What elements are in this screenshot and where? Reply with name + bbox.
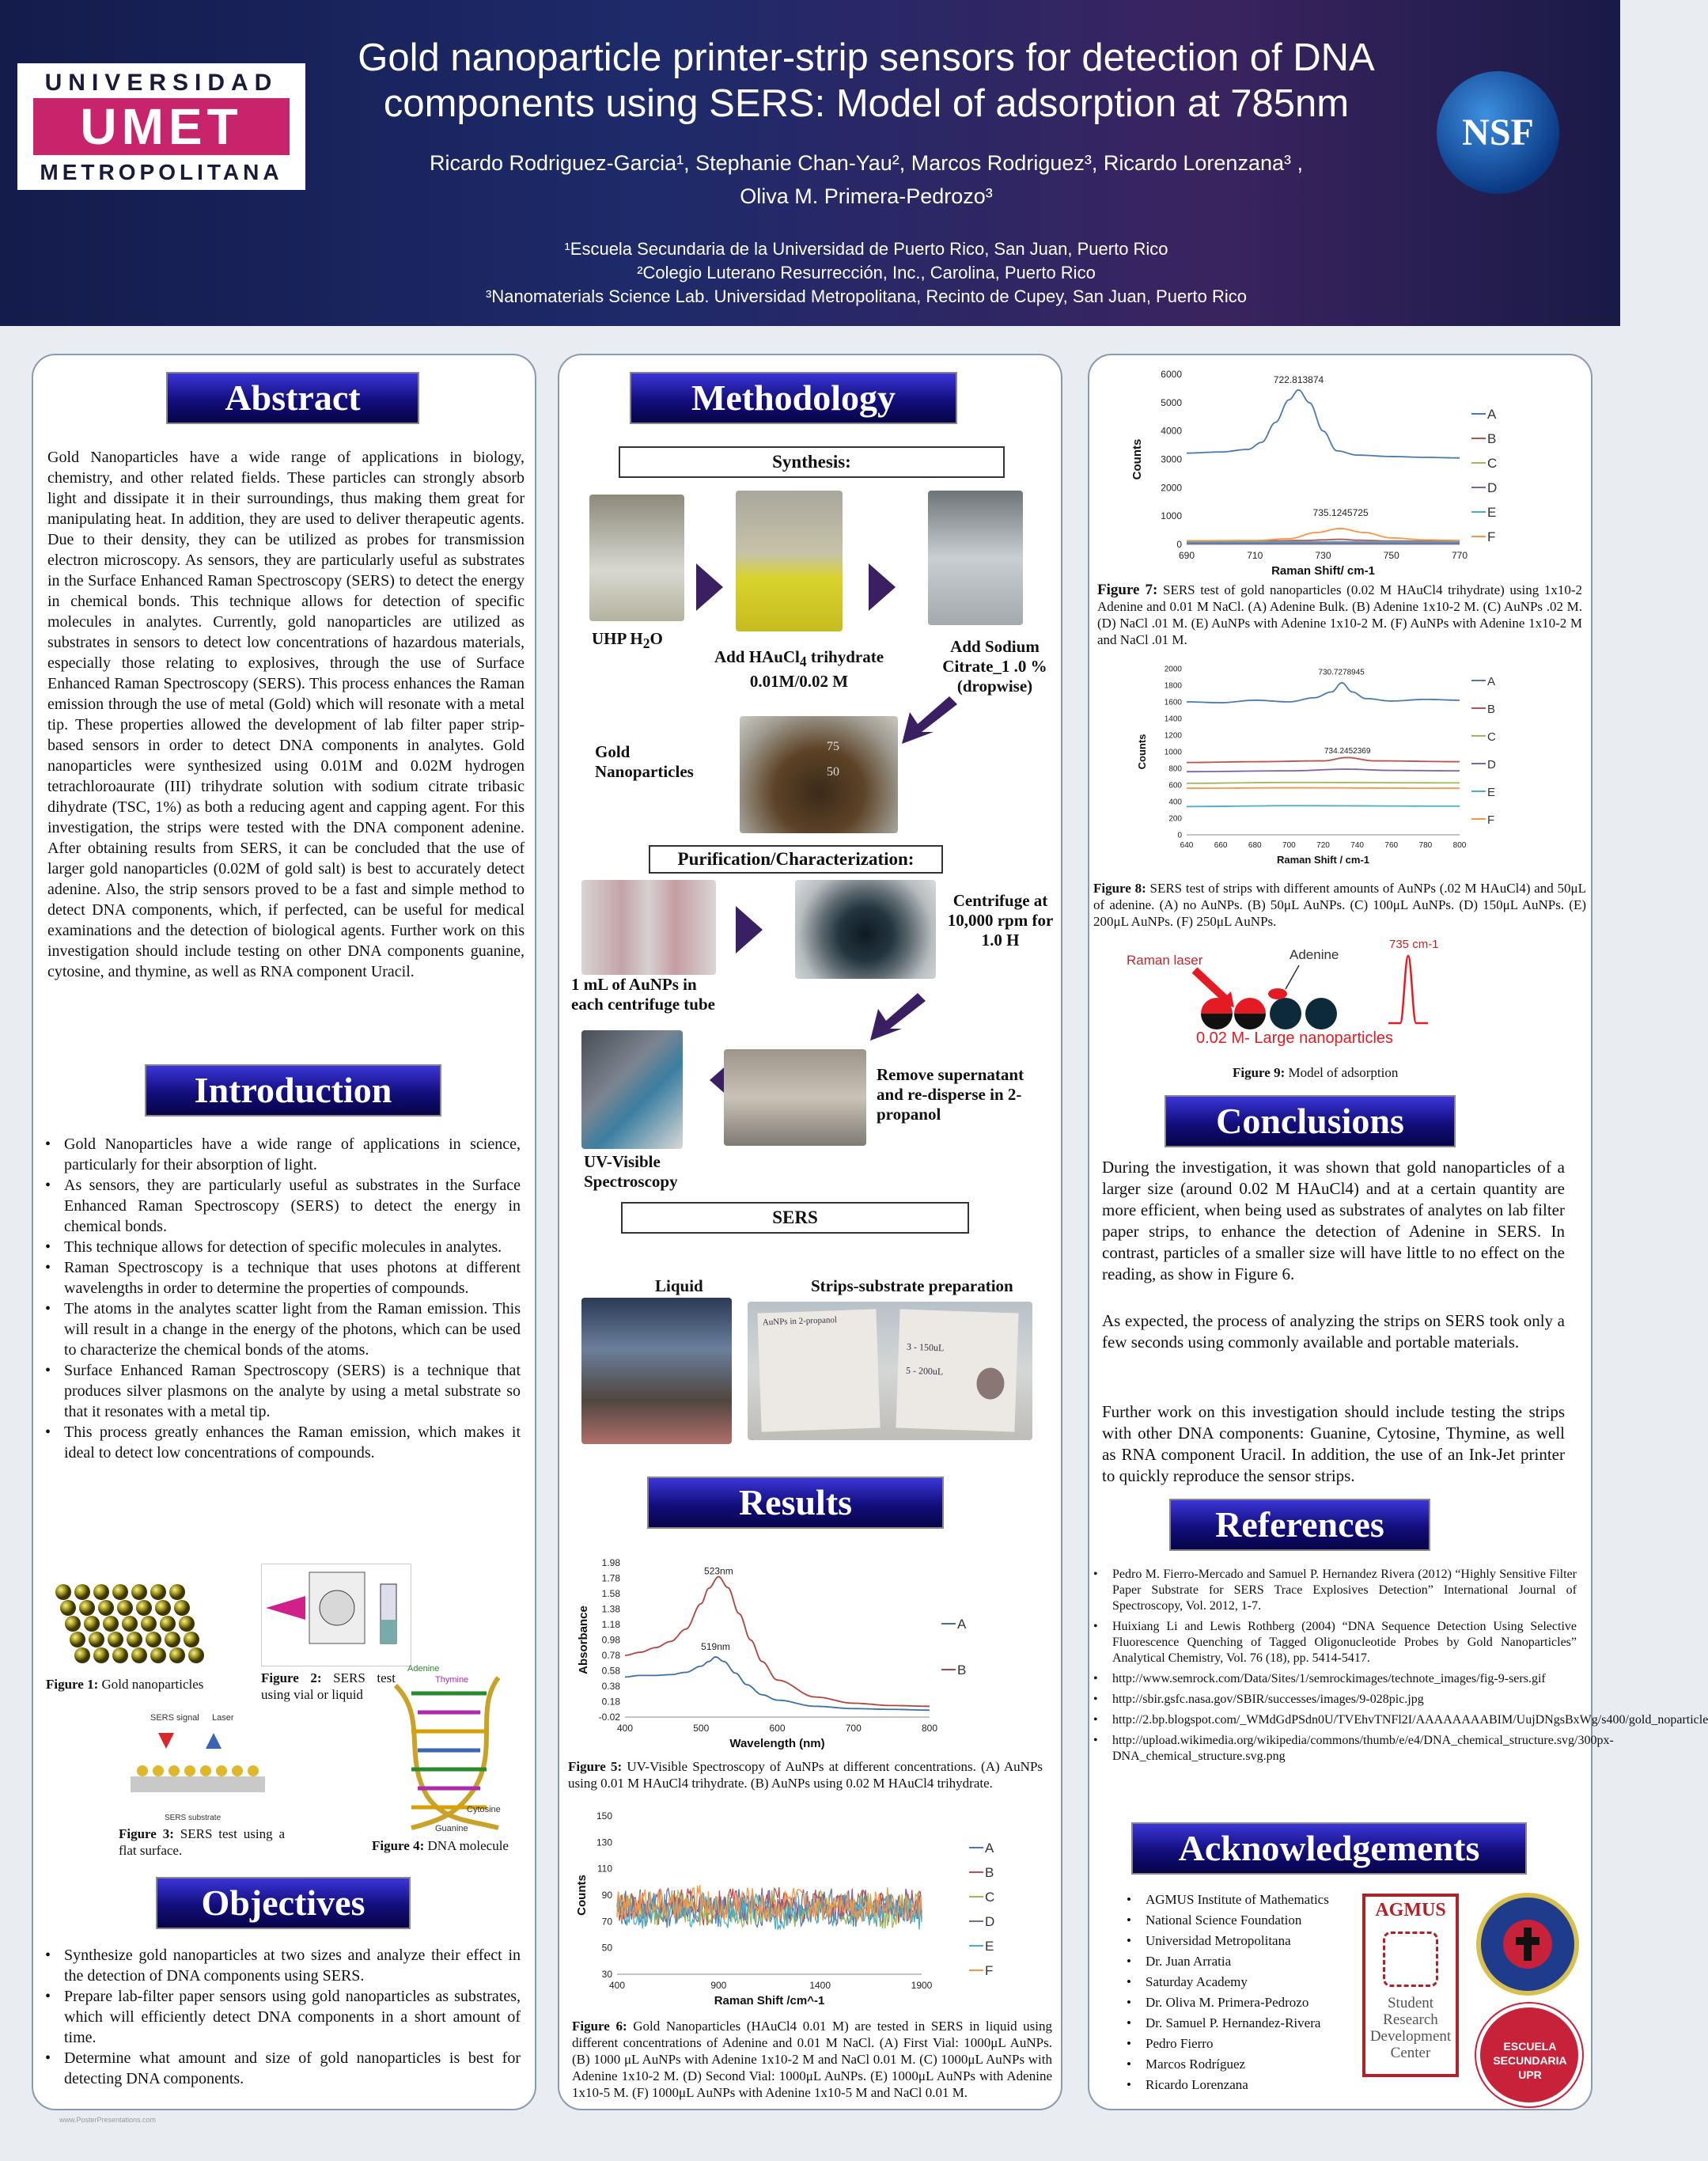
figure-7-chart: [1123, 362, 1519, 580]
data-label: 519nm: [701, 1641, 730, 1653]
agmus-logo: [1362, 1894, 1459, 2077]
y-tick-label: 600: [1168, 781, 1182, 790]
abstract-title: Abstract: [166, 372, 419, 424]
x-tick-label: 780: [1418, 841, 1433, 850]
y-tick-label: 0.78: [601, 1650, 620, 1661]
y-tick-label: 150: [596, 1810, 612, 1822]
legend-label: D: [1487, 758, 1496, 772]
introduction-title: Introduction: [145, 1064, 441, 1117]
fig4-cytosine-label: Cytosine: [467, 1805, 501, 1814]
figure-1-text: Gold nanoparticles: [101, 1677, 204, 1692]
agmus-logo-sub: Student Research Development Center: [1369, 1995, 1452, 2061]
x-axis-label: Wavelength (nm): [729, 1737, 825, 1750]
y-tick-label: 400: [1168, 798, 1182, 807]
purification-label: Purification/Characterization:: [649, 845, 943, 874]
sers-label: SERS: [621, 1202, 969, 1234]
y-tick-label: 1.58: [601, 1588, 620, 1599]
acknowledgements-list: [1125, 1891, 1362, 2097]
figure-5-caption: [568, 1758, 1043, 1791]
data-label: 730.7278945: [1318, 668, 1365, 677]
centrifuge-photo: [795, 880, 936, 979]
figure-2-number: Figure 2:: [261, 1670, 322, 1685]
introduction-bullet: • Surface Enhanced Raman Spectroscopy (SERS) is a technique that produces silver plasmons on the analyte by using a metal substrate so that it resonates with a metal tip.: [44, 1360, 521, 1422]
figure-8-number: Figure 8:: [1093, 881, 1146, 896]
poster-header: [0, 0, 1620, 326]
legend-label: A: [1487, 675, 1496, 688]
strip-note-1: AuNPs in 2-propanol: [762, 1315, 838, 1328]
strip-note-2: 3 - 150uL: [906, 1340, 945, 1354]
y-tick-label: 6000: [1161, 369, 1182, 380]
y-tick-label: 1000: [1164, 748, 1182, 757]
legend-label: B: [1487, 431, 1497, 446]
fig3-signal-label: SERS signal: [150, 1713, 199, 1723]
nanoparticle: [55, 1584, 71, 1600]
y-tick-label: 5000: [1161, 396, 1182, 408]
figure-5-chart: [570, 1547, 1013, 1757]
nsf-logo-text: NSF: [1462, 112, 1534, 154]
nanoparticle: [200, 1765, 211, 1776]
acknowledgements-title: Acknowledgements: [1131, 1822, 1527, 1875]
x-tick-label: 660: [1214, 841, 1228, 850]
title-line-2: components using SERS: Model of adsorption at 785nm: [383, 82, 1350, 125]
uhp-water-label: UHP $H_2O$: [592, 629, 663, 652]
fig9-peak-label: 735 cm-1: [1389, 938, 1439, 951]
nanoparticle: [174, 1600, 190, 1616]
nanoparticle: [184, 1632, 199, 1647]
x-tick-label: 740: [1350, 841, 1364, 850]
authors-line-2: Oliva M. Primera-Pedrozo³: [740, 184, 993, 208]
y-tick-label: 1.38: [601, 1603, 620, 1615]
gold-nanoparticle: [1201, 998, 1233, 1029]
data-label: 722.813874: [1273, 373, 1324, 385]
conclusions-p3: Further work on this investigation should include testing the strips with other DNA components: Guanine, Cytosine, Thymine, as well as RNA component Uracil. In addition, the use of an Ink-Jet printer to quickly reproduce the sensor strips.: [1102, 1402, 1565, 1485]
down-arrow-icon: [870, 993, 926, 1041]
nanoparticle: [150, 1584, 166, 1600]
y-tick-label: 30: [601, 1969, 612, 1980]
uhp-water-photo: [589, 495, 684, 621]
nanoparticle: [98, 1600, 114, 1616]
legend-label: B: [957, 1662, 967, 1678]
acknowledgement-item: • Dr. Oliva M. Primera-Pedrozo: [1125, 1994, 1362, 2011]
x-tick-label: 690: [1178, 550, 1195, 561]
reference-item: • Pedro M. Fierro-Mercado and Samuel P. Hernandez Rivera (2012) “Highly Sensitive Filter Paper Substrate for SERS Trace Explosives Detection” International Journal of Spectroscopy, Vol. 2012, 1-7.: [1092, 1567, 1577, 1614]
nanoparticle: [136, 1600, 152, 1616]
nanoparticle: [146, 1632, 161, 1647]
figure-7-text: SERS test of gold nanoparticles (0.02 M HAuCl4 trihydrate) using 1x10-2 Adenine and 0.01 M NaCl. (A) Adenine Bulk. (B) Adenine 1x10-2 M. (C) AuNPs .02 M. (D) NaCl .01 M. (E) AuNPs with Adenine 1x10-2 M. (F) AuNPs with Adenine 1x10-2 M and NaCl .01 M.: [1097, 582, 1582, 647]
series-line-A: [1187, 683, 1460, 703]
fig9-raman-label: Raman laser: [1127, 953, 1203, 968]
uvvis-photo: [581, 1030, 683, 1149]
figure-3-image: [119, 1709, 277, 1828]
figure-9-number: Figure 9:: [1233, 1065, 1286, 1080]
legend-label: F: [1487, 813, 1495, 827]
centrifuge-label: Centrifuge at 10,000 rpm for 1.0 H: [947, 891, 1054, 950]
figure-5-text: UV-Visible Spectroscopy of AuNPs at different concentrations. (A) AuNPs using 0.01 M HAuCl4 trihydrate. (B) AuNPs using 0.02 M HAuCl4 trihydrate.: [568, 1759, 1043, 1791]
nanoparticle: [70, 1632, 85, 1647]
umet-logo-bottom: METROPOLITANA: [40, 160, 283, 184]
x-tick-label: 700: [845, 1723, 862, 1734]
nanoparticle: [169, 1584, 185, 1600]
nanoparticle: [93, 1647, 109, 1663]
nanoparticle: [169, 1765, 180, 1776]
x-tick-label: 1400: [809, 1980, 831, 1991]
y-tick-label: 90: [601, 1890, 612, 1901]
legend-label: B: [1487, 703, 1496, 716]
fig3-substrate-label: SERS substrate: [165, 1814, 222, 1822]
liquid-vials-photo: [581, 1298, 732, 1444]
figure-6-number: Figure 6:: [572, 2019, 627, 2034]
figure-3-caption: [119, 1825, 285, 1859]
legend-label: C: [985, 1890, 995, 1905]
fig4-thymine-label: Thymine: [435, 1675, 469, 1685]
nanoparticle: [188, 1647, 204, 1663]
figure-8-caption: [1093, 880, 1586, 930]
legend-label: F: [1487, 529, 1496, 544]
x-tick-label: 770: [1451, 550, 1468, 561]
y-axis-label: Counts: [1130, 438, 1144, 480]
nsf-logo: [1437, 71, 1559, 194]
flask-mark-50: 50: [827, 765, 839, 779]
agmus-logo-text: AGMUS: [1375, 1900, 1446, 1920]
aunps-tube-label: 1 mL of AuNPs in each centrifuge tube: [571, 975, 715, 1014]
nanoparticle: [131, 1647, 147, 1663]
x-axis-label: Raman Shift/ cm-1: [1271, 564, 1375, 578]
legend-label: C: [1487, 730, 1496, 744]
poster-title: [301, 35, 1432, 127]
fig3-laser-label: Laser: [212, 1713, 234, 1723]
y-axis-label: Counts: [1136, 734, 1148, 770]
figure-9-diagram: [1115, 932, 1503, 1059]
gold-np-label: Gold Nanoparticles: [595, 742, 694, 781]
reference-item: • http://upload.wikimedia.org/wikipedia/commons/thumb/e/e4/DNA_chemical_structure.svg/300px-DNA_chemical_structure.svg.png: [1092, 1733, 1577, 1765]
nanoparticle: [117, 1600, 133, 1616]
figure-9-text: Model of adsorption: [1288, 1065, 1399, 1080]
legend-label: A: [957, 1617, 967, 1632]
series-line-B: [1187, 757, 1460, 762]
umet-logo-top: UNIVERSIDAD: [44, 70, 278, 96]
reference-item: • Huixiang Li and Lewis Rothberg (2004) “DNA Sequence Detection Using Selective Fluorescence Quenching of Tagged Oligonucleotide Probes by Gold Nanoparticles” Analytical Chemistry, Vol. 76 (18), pp. 5414-5417.: [1092, 1619, 1577, 1666]
x-tick-label: 900: [710, 1980, 727, 1991]
y-axis-label: Counts: [575, 1875, 589, 1916]
haucl4-label: Add HAuCl$_4$ trihydrate 0.01M/0.02 M: [714, 647, 884, 692]
gold-nanoparticle: [1270, 998, 1301, 1029]
legend-label: E: [1487, 505, 1497, 520]
legend-label: C: [1487, 456, 1498, 471]
nanoparticle: [155, 1600, 171, 1616]
gold-nanoparticle: [1305, 998, 1337, 1029]
y-tick-label: 1200: [1164, 731, 1182, 741]
gold-nanoparticle: [1234, 998, 1266, 1029]
figure-2-image: [261, 1564, 411, 1666]
x-tick-label: 800: [921, 1723, 938, 1734]
figure-9-caption: [1233, 1064, 1470, 1081]
strips-label: Strips-substrate preparation: [811, 1276, 1013, 1295]
y-tick-label: 1400: [1164, 715, 1182, 724]
nanoparticle-array-icon: [46, 1573, 204, 1672]
remove-supernatant-label: Remove supernatant and re-disperse in 2-propanol: [877, 1065, 1024, 1124]
abstract-text: Gold Nanoparticles have a wide range of applications in biology, chemistry, and other related fields. These particles can strongly absorb light and dissipate it in their surroundings, thus making them great for manipulating heat. In addition, they are used to deliver therapeutic agents. Due to their density, they can be utilized as probes for transmission electron microscopy. As sensors, they are particularly useful as substrates in the Surface Enhanced Raman Spectroscopy (SERS) to detect the energy in chemical bonds. This technique allows for detection of specific molecules in analytes. Currently, gold nanoparticles are utilized as substrates in sensors to detect low concentrations of hazardous materials, especially those relating to explosives, through the use of Surface Enhanced Raman Spectroscopy (SERS). This process enhances the Raman emission through the use of metal (Gold) which will resonate with a metal tip. These properties allowed the development of lab filter paper strip-based sensors in order to detect DNA components in analytes. Gold nanoparticles were synthesized using 0.01M and 0.02M hydrogen tetrachloroaurate (III) trihydrate solution with sodium citrate tribasic dihydrate (TSC, 1%) as both a reducing agent and capping agent. For this investigation, the strips were tested with the DNA component adenine. After obtaining results from SERS, it can be concluded that the use of larger gold nanoparticles (0.02M of gold salt) is best to accurately detect adenine. Also, the strip sensors proved to be a fast and simple method to detect DNA components, which, if perfected, can be useful for medical examinations and the detection of biological agents. Further work on this investigation should include testing on other DNA components guanine, cytosine, and thymine, as well as RNA component Uracil.: [47, 449, 525, 980]
acknowledgement-item: • Saturday Academy: [1125, 1973, 1362, 1991]
escuela-logo-text: ESCUELA SECUNDARIA UPR: [1493, 2040, 1567, 2081]
figure-1-image: [46, 1573, 204, 1672]
x-tick-label: 750: [1383, 550, 1399, 561]
affiliation-1: ¹Escuela Secundaria de la Universidad de Puerto Rico, San Juan, Puerto Rico: [564, 239, 1168, 259]
authors: [301, 146, 1432, 213]
conclusions-p2: As expected, the process of analyzing the strips on SERS took only a few seconds using commonly available and portable materials.: [1102, 1311, 1565, 1352]
figure-5-number: Figure 5:: [568, 1759, 623, 1774]
series-line-F: [1187, 788, 1460, 789]
x-tick-label: 700: [1282, 841, 1296, 850]
series-line-A: [625, 1657, 930, 1710]
nanoparticle: [165, 1632, 180, 1647]
objective-bullet: • Synthesize gold nanoparticles at two sizes and analyze their effect in the detection of DNA components using SERS.: [44, 1945, 521, 1986]
nanoparticle: [150, 1647, 166, 1663]
figure-4-image: [380, 1662, 530, 1834]
figure-8-chart: [1123, 657, 1519, 870]
y-tick-label: 0: [1177, 831, 1182, 840]
y-tick-label: 3000: [1161, 453, 1182, 465]
reference-item: • http://sbir.gsfc.nasa.gov/SBIR/successes/images/9-028pic.jpg: [1092, 1692, 1577, 1708]
introduction-list: [44, 1134, 521, 1463]
y-tick-label: 0.18: [601, 1696, 620, 1708]
figure-1-number: Figure 1:: [46, 1677, 99, 1692]
acknowledgement-item: • Marcos Rodríguez: [1125, 2056, 1362, 2073]
introduction-bullet: • This process greatly enhances the Raman emission, which makes it ideal to detect low concentrations of compounds.: [44, 1422, 521, 1463]
title-line-1: Gold nanoparticle printer-strip sensors for detection of DNA: [358, 36, 1375, 79]
nanoparticle: [141, 1616, 157, 1632]
introduction-bullet: • The atoms in the analytes scatter light from the Raman emission. This will result in a change in the energy of the photons, which can be used to characterize the chemical bonds of the atoms.: [44, 1298, 521, 1360]
figure-4-text: DNA molecule: [427, 1838, 509, 1853]
y-tick-label: 0.58: [601, 1665, 620, 1677]
figure-6-text: Gold Nanoparticles (HAuCl4 0.01 M) are tested in SERS in liquid using different concentrations of Adenine and 0.01 M NaCl. (A) First Vial: 1000μL AuNPs. (B) 1000 μL AuNPs with Adenine 1x10-2 M and NaCl 0.01 M. (C) 1000μL AuNPs with Adenine 1x10-2 M. (D) Second Vial: 1000μL AuNPs. (E) 1000μL AuNPs with Adenine 1x10-5 M. (F) 1000μL AuNPs with Adenine 1x10-5 M and NaCl 0.01 M.: [572, 2019, 1053, 2100]
objectives-title: Objectives: [156, 1877, 411, 1929]
x-tick-label: 640: [1180, 841, 1194, 850]
nanoparticle: [108, 1632, 123, 1647]
legend-label: E: [985, 1939, 994, 1954]
acknowledgement-item: • Dr. Juan Arratia: [1125, 1953, 1362, 1970]
acknowledgement-item: • Dr. Samuel P. Hernandez-Rivera: [1125, 2015, 1362, 2032]
agmus-emblem: [1383, 1932, 1438, 1987]
methodology-title: Methodology: [630, 372, 957, 424]
synthesis-label: Synthesis:: [619, 446, 1005, 478]
x-tick-label: 400: [608, 1980, 626, 1991]
nanoparticle: [131, 1584, 147, 1600]
nanoparticle: [84, 1616, 100, 1632]
nanoparticle: [184, 1765, 195, 1776]
legend-label: F: [985, 1963, 994, 1978]
umet-logo: [17, 63, 305, 190]
umet-logo-mid: UMET: [33, 98, 290, 155]
figure-6-chart: [570, 1804, 1013, 2014]
y-tick-label: 1600: [1164, 698, 1182, 707]
data-label: 735.1245725: [1312, 507, 1369, 519]
authors-line-1: Ricardo Rodriguez-Garcia¹, Stephanie Chan-Yau², Marcos Rodriguez³, Ricardo Lorenzana³ ,: [429, 151, 1303, 175]
y-tick-label: 800: [1168, 764, 1182, 774]
acknowledgement-item: • Ricardo Lorenzana: [1125, 2076, 1362, 2094]
lutheran-logo: [1476, 1893, 1579, 1996]
acknowledgement-item: • Pedro Fierro: [1125, 2035, 1362, 2053]
acknowledgement-item: • AGMUS Institute of Mathematics: [1125, 1891, 1362, 1909]
strips-photo: [748, 1302, 1032, 1440]
nanoparticle: [169, 1647, 185, 1663]
nanoparticle: [103, 1616, 119, 1632]
arrow-icon: [736, 906, 763, 953]
y-tick-label: 130: [596, 1837, 612, 1848]
conclusions-p1: During the investigation, it was shown that gold nanoparticles of a larger size (around 0.02 M HAuCl4) and at a certain quantity are more efficient, when being used as substrates of analytes on lab filter paper strips, to enhance the detection of Adenine in SERS. In contrast, particles of a smaller size will have little to no effect on the reading, as show in Figure 6.: [1102, 1158, 1565, 1283]
y-tick-label: 4000: [1161, 425, 1182, 437]
affiliation-2: ²Colegio Luterano Resurrección, Inc., Carolina, Puerto Rico: [637, 263, 1096, 282]
references-list: [1092, 1567, 1708, 1769]
x-tick-label: 400: [616, 1723, 634, 1734]
references-title: References: [1169, 1499, 1430, 1551]
nanoparticle: [65, 1616, 81, 1632]
figure-7-number: Figure 7:: [1097, 582, 1158, 598]
nanoparticle: [248, 1765, 259, 1776]
figure-2-caption: [261, 1670, 396, 1703]
nanoparticle: [160, 1616, 176, 1632]
poster-footer: www.PosterPresentations.com: [59, 2116, 157, 2124]
down-arrow-icon: [902, 696, 957, 744]
conclusions-title: Conclusions: [1165, 1095, 1456, 1147]
nanoparticle: [127, 1632, 142, 1647]
y-tick-label: 50: [601, 1942, 612, 1954]
objectives-list: [44, 1945, 521, 2089]
x-tick-label: 600: [769, 1723, 786, 1734]
fig9-main-caption: 0.02 M- Large nanoparticles: [1196, 1029, 1394, 1047]
figure-7-caption: [1097, 582, 1582, 648]
acknowledgement-item: • National Science Foundation: [1125, 1912, 1362, 1929]
x-tick-label: 800: [1452, 841, 1467, 850]
citrate-label: Add Sodium Citrate_1 .0 % (dropwise): [942, 637, 1047, 696]
haucl4-photo: [736, 491, 843, 631]
y-tick-label: 0: [1176, 539, 1182, 550]
y-tick-label: 1.98: [601, 1557, 620, 1568]
legend-label: D: [985, 1914, 995, 1929]
x-tick-label: 720: [1316, 841, 1330, 850]
figure-3-text: SERS test using a flat surface.: [119, 1826, 286, 1858]
arrow-icon: [869, 563, 896, 611]
nanoparticle: [232, 1765, 243, 1776]
y-tick-label: 1.18: [601, 1619, 620, 1630]
nanoparticle: [89, 1632, 104, 1647]
escuela-logo: [1476, 2004, 1582, 2106]
reference-item: • http://www.semrock.com/Data/Sites/1/semrockimages/technote_images/fig-9-sers.gif: [1092, 1671, 1577, 1687]
acknowledgement-item: • Universidad Metropolitana: [1125, 1932, 1362, 1950]
nanoparticle: [79, 1600, 95, 1616]
legend-label: B: [985, 1865, 994, 1880]
y-tick-label: 110: [596, 1863, 612, 1875]
y-tick-label: 2000: [1164, 665, 1182, 674]
figure-4-caption: [372, 1837, 530, 1854]
nanoparticle: [112, 1647, 128, 1663]
introduction-bullet: • Gold Nanoparticles have a wide range of applications in science, particularly for their absorption of light.: [44, 1134, 521, 1175]
nanoparticle: [112, 1584, 128, 1600]
fig4-adenine-label: Adenine: [407, 1664, 440, 1674]
nanoparticle: [216, 1765, 227, 1776]
x-axis-label: Raman Shift / cm-1: [1276, 854, 1370, 866]
liquid-label: Liquid: [655, 1276, 703, 1295]
x-tick-label: 1900: [911, 1980, 933, 1991]
y-tick-label: 1000: [1161, 510, 1182, 522]
y-tick-label: 1800: [1164, 681, 1182, 691]
introduction-bullet: • This technique allows for detection of specific molecules in analytes.: [44, 1237, 521, 1257]
uvvis-label: UV-Visible Spectroscopy: [584, 1152, 678, 1191]
data-label: 523nm: [704, 1565, 733, 1577]
nanoparticle: [179, 1616, 195, 1632]
arrow-icon: [696, 563, 723, 611]
affiliation-3: ³Nanomaterials Science Lab. Universidad Metropolitana, Recinto de Cupey, San Juan, Puerto Rico: [486, 286, 1247, 306]
nanoparticle: [122, 1616, 138, 1632]
series-line-B: [625, 1577, 930, 1707]
objective-bullet: • Determine what amount and size of gold nanoparticles is best for detecting DNA components.: [44, 2048, 521, 2089]
fig4-guanine-label: Guanine: [435, 1824, 468, 1833]
y-tick-label: 0.98: [601, 1634, 620, 1646]
reference-item: • http://2.bp.blogspot.com/_WMdGdPSdn0U/TVEhvTNFl2I/AAAAAAAABIM/UujDNgsBxWg/s400/gold_noparticle: [1092, 1712, 1577, 1728]
fig9-adenine-label: Adenine: [1290, 947, 1339, 962]
flask-mark-75: 75: [827, 740, 839, 753]
legend-label: A: [985, 1841, 994, 1856]
figure-3-number: Figure 3:: [119, 1826, 174, 1841]
centrifuge-tubes-photo: [581, 880, 716, 975]
series-line-F: [1187, 529, 1460, 540]
x-tick-label: 710: [1247, 550, 1263, 561]
data-label: 734.2452369: [1324, 747, 1371, 756]
legend-label: D: [1487, 480, 1498, 495]
nanoparticle: [74, 1584, 90, 1600]
y-tick-label: 2000: [1161, 482, 1182, 494]
nanoparticle: [137, 1765, 148, 1776]
y-tick-label: 0.38: [601, 1681, 620, 1692]
y-axis-label: Absorbance: [577, 1606, 590, 1674]
legend-label: E: [1487, 786, 1496, 799]
series-line-A: [1187, 390, 1460, 458]
figure-8-text: SERS test of strips with different amounts of AuNPs (.02 M HAuCl4) and 50μL of adenine. (A) no AuNPs. (B) 50μL AuNPs. (C) 100μL AuNPs. (D) 150μL AuNPs. (E) 200μL AuNPs. (F) 250μL AuNPs.: [1093, 881, 1586, 929]
x-axis-label: Raman Shift /cm^-1: [714, 1994, 825, 2007]
gold-np-photo: [740, 716, 898, 833]
series-line-D: [1187, 769, 1460, 772]
legend-label: A: [1487, 407, 1497, 422]
supernatant-photo: [724, 1049, 866, 1146]
y-tick-label: -0.02: [598, 1712, 620, 1723]
x-tick-label: 730: [1315, 550, 1331, 561]
x-tick-label: 500: [693, 1723, 710, 1734]
nanoparticle: [60, 1600, 76, 1616]
x-tick-label: 760: [1384, 841, 1399, 850]
nanoparticle: [93, 1584, 109, 1600]
nanoparticle: [74, 1647, 90, 1663]
figure-2-text: SERS test using vial or liquid: [261, 1670, 396, 1702]
strip-note-3: 5 - 200uL: [905, 1364, 944, 1378]
citrate-photo: [928, 491, 1023, 625]
nanoparticle: [153, 1765, 164, 1776]
introduction-bullet: • Raman Spectroscopy is a technique that uses photons at different wavelengths in order to determine the properties of compounds.: [44, 1257, 521, 1298]
figure-1-caption: [46, 1676, 236, 1693]
affiliations: [301, 237, 1432, 309]
y-tick-label: 70: [601, 1916, 612, 1928]
figure-4-number: Figure 4:: [372, 1838, 425, 1853]
y-tick-label: 1.78: [601, 1572, 620, 1584]
objective-bullet: • Prepare lab-filter paper sensors using gold nanoparticles as substrates, which will efficiently detect DNA components in a short amount of time.: [44, 1986, 521, 2048]
y-tick-label: 200: [1168, 814, 1182, 824]
introduction-bullet: • As sensors, they are particularly useful as substrates in the Surface Enhanced Raman Spectroscopy (SERS) to detect the energy in chemical bonds.: [44, 1175, 521, 1237]
x-tick-label: 680: [1248, 841, 1262, 850]
figure-6-caption: [572, 2018, 1052, 2101]
results-title: Results: [647, 1477, 944, 1529]
